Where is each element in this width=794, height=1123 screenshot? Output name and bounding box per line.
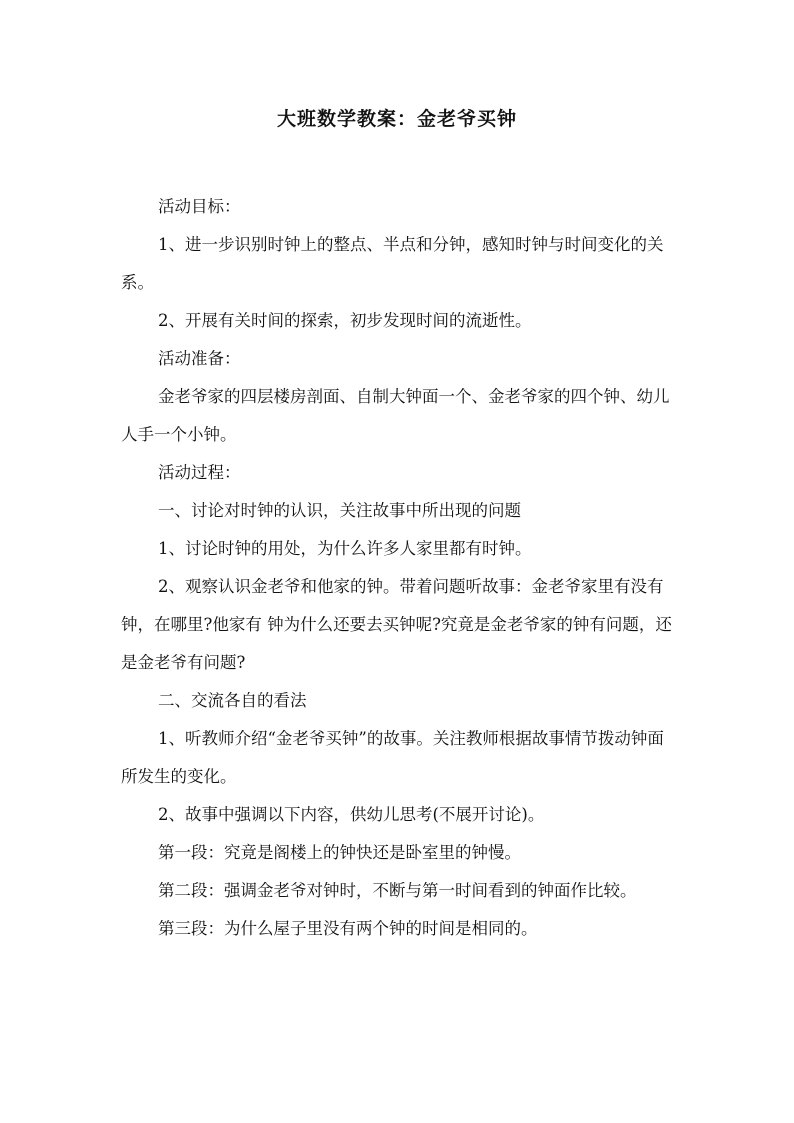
story-part-2: 第二段：强调金老爷对钟时，不断与第一时间看到的钟面作比较。 bbox=[158, 881, 637, 900]
heading-activity-preparation: 活动准备： bbox=[158, 349, 241, 368]
goal-item-2: 2、开展有关时间的探索，初步发现时间的流逝性。 bbox=[158, 311, 532, 330]
preparation-text: 金老爷家的四层楼房剖面、自制大钟面一个、金老爷家的四个钟、幼儿人手一个小钟。 bbox=[121, 387, 670, 444]
exchange-item-1: 1、听教师介绍“金老爷买钟”的故事。关注教师根据故事情节拨动钟面所发生的变化。 bbox=[121, 729, 664, 786]
process-section-2: 二、交流各自的看法 bbox=[158, 691, 307, 710]
process-item-2: 2、观察认识金老爷和他家的钟。带着问题听故事：金老爷家里有没有钟，在哪里?他家有 钟为什么还要去买钟呢?究竟是金老爷家的钟有问题，还是金老爷有问题? bbox=[121, 577, 672, 672]
page-title: 大班数学教案：金老爷买钟 bbox=[276, 108, 517, 130]
exchange-item-2: 2、故事中强调以下内容，供幼儿思考(不展开讨论)。 bbox=[158, 805, 545, 824]
process-item-1: 1、讨论时钟的用处，为什么许多人家里都有时钟。 bbox=[158, 539, 532, 558]
story-part-3: 第三段：为什么屋子里没有两个钟的时间是相同的。 bbox=[158, 919, 538, 938]
goal-item-1: 1、进一步识别时钟上的整点、半点和分钟，感知时钟与时间变化的关系。 bbox=[121, 235, 664, 292]
story-part-1: 第一段：究竟是阁楼上的钟快还是卧室里的钟慢。 bbox=[158, 843, 521, 862]
heading-activity-goals: 活动目标： bbox=[158, 197, 241, 216]
document-body bbox=[121, 188, 677, 948]
process-section-1: 一、讨论对时钟的认识，关注故事中所出现的问题 bbox=[158, 501, 521, 520]
heading-activity-process: 活动过程： bbox=[158, 463, 241, 482]
